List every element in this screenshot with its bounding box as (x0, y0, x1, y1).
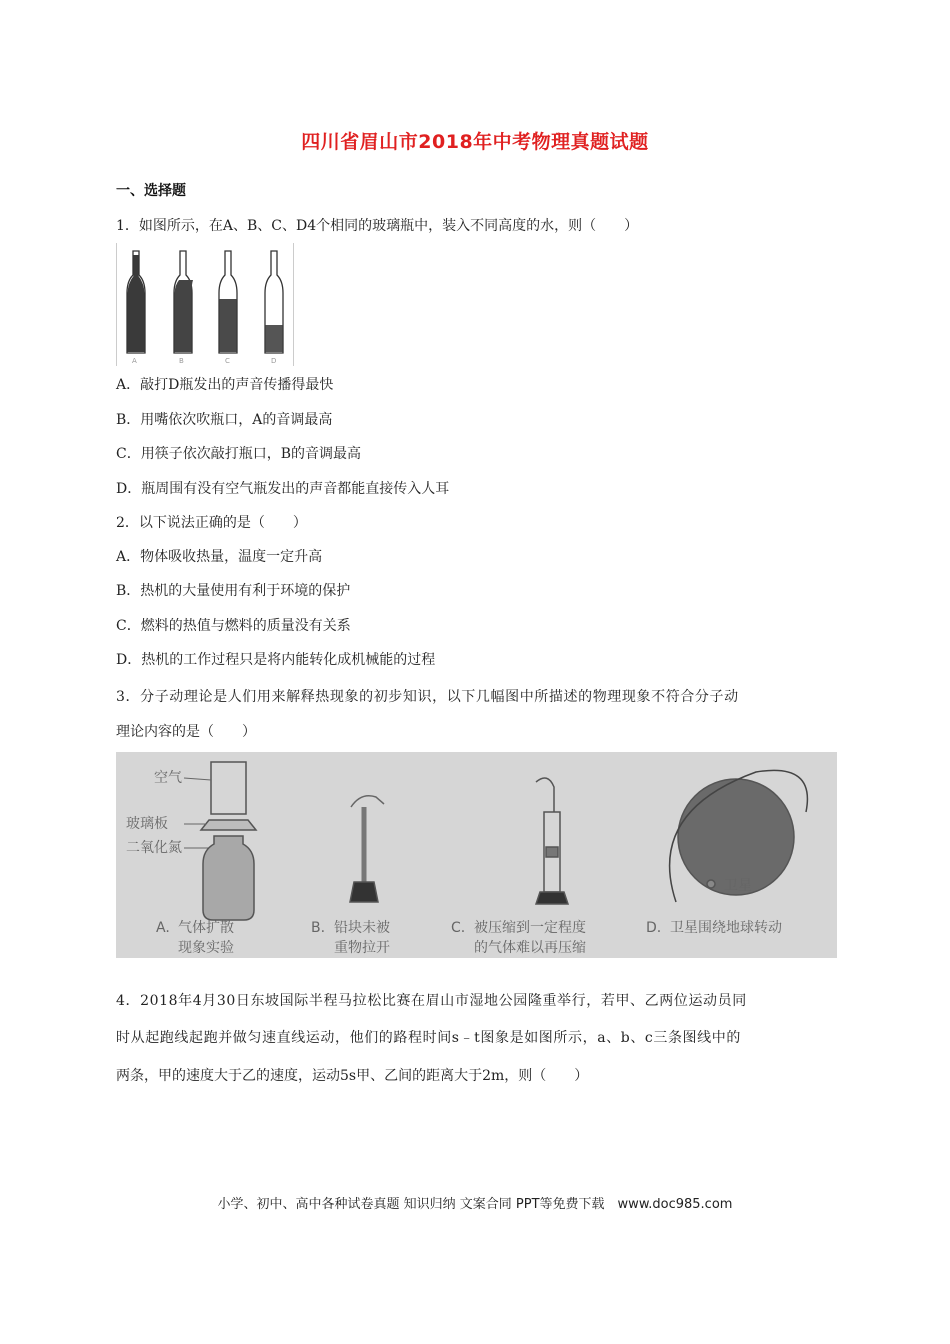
question-1-option-c: C．用筷子依次敲打瓶口，B的音调最高 (116, 446, 361, 462)
label-air: 空气 (154, 770, 182, 786)
caption-d-line-1: 卫星围绕地球转动 (670, 920, 782, 936)
bottle-label-c: C (225, 357, 230, 365)
question-3-stem-line-2: 理论内容的是（ ） (116, 724, 256, 740)
question-4-line-3: 两条，甲的速度大于乙的速度，运动5s甲、乙间的距离大于2m，则（ ） (116, 1068, 589, 1084)
question-2-option-c: C．燃料的热值与燃料的质量没有关系 (116, 618, 351, 634)
caption-c-letter: C. (451, 920, 466, 936)
label-satellite: 卫星 (724, 878, 752, 894)
molecular-theory-figure (116, 752, 837, 958)
question-4-line-2: 时从起跑线起跑并做匀速直线运动，他们的路程时间s﹣t图象是如图所示，a、b、c三条图线中的 (116, 1030, 741, 1046)
page-footer: 小学、初中、高中各种试卷真题 知识归纳 文案合同 PPT等免费下载 www.doc985.com (217, 1197, 733, 1212)
question-2-option-d: D．热机的工作过程只是将内能转化成机械能的过程 (116, 652, 436, 668)
four-experiments-illustration (116, 752, 837, 958)
caption-a-line-1: 气体扩散 (178, 920, 234, 936)
question-4-line-1: 4．2018年4月30日东坡国际半程马拉松比赛在眉山市湿地公园隆重举行，若甲、乙两位运动员同 (116, 993, 747, 1009)
caption-c-line-1: 被压缩到一定程度 (474, 920, 586, 936)
bottle-label-b: B (179, 357, 184, 365)
question-2-option-b: B．热机的大量使用有利于环境的保护 (116, 583, 351, 599)
section-heading: 一、选择题 (116, 183, 186, 199)
question-3-stem-line-1: 3．分子动理论是人们用来解释热现象的初步知识，以下几幅图中所描述的物理现象不符合分子动 (116, 689, 739, 705)
caption-d-letter: D. (646, 920, 662, 936)
question-2-stem: 2．以下说法正确的是（ ） (116, 515, 307, 531)
caption-a-letter: A. (156, 920, 170, 936)
bottle-label-a: A (132, 357, 137, 365)
caption-b-line-1: 铅块未被 (334, 920, 390, 936)
question-2-option-a: A．物体吸收热量，温度一定升高 (116, 549, 323, 565)
caption-b-letter: B. (311, 920, 326, 936)
four-bottles-illustration (117, 243, 293, 366)
caption-a-line-2: 现象实验 (178, 940, 234, 956)
document-title: 四川省眉山市2018年中考物理真题试题 (301, 131, 649, 153)
label-glass-plate: 玻璃板 (126, 816, 168, 832)
caption-b-line-2: 重物拉开 (334, 940, 390, 956)
caption-c-line-2: 的气体难以再压缩 (474, 940, 586, 956)
question-1-option-a: A．敲打D瓶发出的声音传播得最快 (116, 377, 334, 393)
bottles-figure (116, 243, 294, 366)
label-no2: 二氧化氮 (126, 840, 182, 856)
bottle-label-d: D (271, 357, 277, 365)
question-1-option-b: B．用嘴依次吹瓶口，A的音调最高 (116, 412, 333, 428)
question-1-option-d: D．瓶周围有没有空气瓶发出的声音都能直接传入人耳 (116, 481, 450, 497)
question-1-stem: 1．如图所示，在A、B、C、D4个相同的玻璃瓶中，装入不同高度的水，则（ ） (116, 218, 639, 234)
